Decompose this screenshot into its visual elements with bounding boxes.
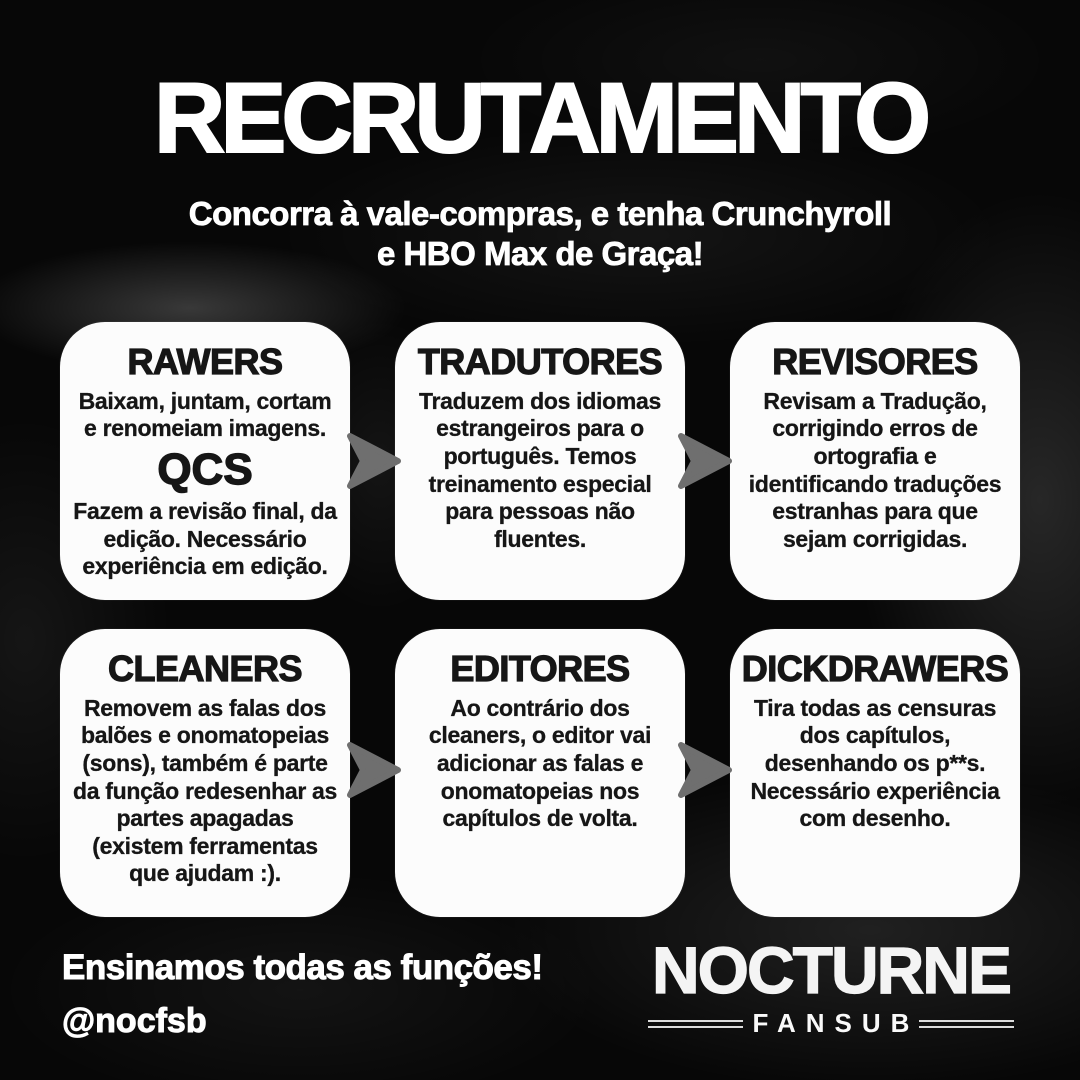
logo-name: NOCTURNE bbox=[652, 933, 1010, 1007]
card-body: Ao contrário dos cleaners, o editor vai adicionar as falas e onomatopeias nos capítulos de volta. bbox=[428, 694, 652, 832]
double-line-divider-right bbox=[919, 1020, 1014, 1028]
card-body: Tira todas as censuras dos capítulos, desenhando os p**s. Necessário experiência com desenho. bbox=[750, 694, 1000, 832]
role-card-rawers bbox=[60, 322, 350, 600]
card-body: Traduzem dos idiomas estrangeiros para o português. Temos treinamento especial para pessoas não fluentes. bbox=[419, 387, 661, 552]
card-title: DICKDRAWERS bbox=[741, 648, 1009, 689]
card-title: TRADUTORES bbox=[417, 341, 663, 382]
role-card-editores bbox=[395, 629, 685, 917]
arrow-right-icon bbox=[677, 741, 733, 799]
logo-sub-label: FANSUB bbox=[752, 1008, 920, 1039]
subtitle-line-2: e HBO Max de Graça! bbox=[376, 235, 704, 272]
arrow-right-icon bbox=[677, 432, 733, 490]
card-title: REVISORES bbox=[772, 341, 978, 382]
card-title: CLEANERS bbox=[107, 648, 303, 689]
card-subtitle-qcs: QCS bbox=[157, 444, 253, 494]
social-handle: @nocfsb bbox=[62, 1002, 207, 1040]
arrow-right-icon bbox=[346, 432, 402, 490]
subtitle bbox=[0, 194, 1080, 274]
role-card-cleaners bbox=[60, 629, 350, 917]
role-card-dickdrawers bbox=[730, 629, 1020, 917]
logo-fansub-row bbox=[648, 1008, 1014, 1039]
subtitle-line-1: Concorra à vale-compras, e tenha Crunchyroll bbox=[188, 195, 892, 232]
card-body: Removem as falas dos balões e onomatopeias (sons), também é parte da função redesenhar as partes apagadas (existem ferramentas que ajudam :). bbox=[72, 694, 338, 887]
card-body: Revisam a Tradução, corrigindo erros de ortografia e identificando traduções estranhas para que sejam corrigidas. bbox=[748, 387, 1002, 552]
roles-grid bbox=[60, 322, 1020, 917]
role-card-tradutores bbox=[395, 322, 685, 600]
role-card-revisores bbox=[730, 322, 1020, 600]
arrow-right-icon bbox=[346, 741, 402, 799]
card-body: Baixam, juntam, cortam e renomeiam imagens. bbox=[78, 387, 332, 442]
page-title: RECRUTAMENTO bbox=[153, 62, 927, 173]
teach-line: Ensinamos todas as funções! bbox=[62, 948, 543, 987]
logo-nocturne bbox=[648, 933, 1014, 1039]
double-line-divider-left bbox=[648, 1020, 743, 1028]
card-title: RAWERS bbox=[127, 341, 283, 382]
card-body-qcs: Fazem a revisão final, da edição. Necessário experiência em edição. bbox=[73, 498, 337, 580]
card-title: EDITORES bbox=[450, 648, 630, 689]
